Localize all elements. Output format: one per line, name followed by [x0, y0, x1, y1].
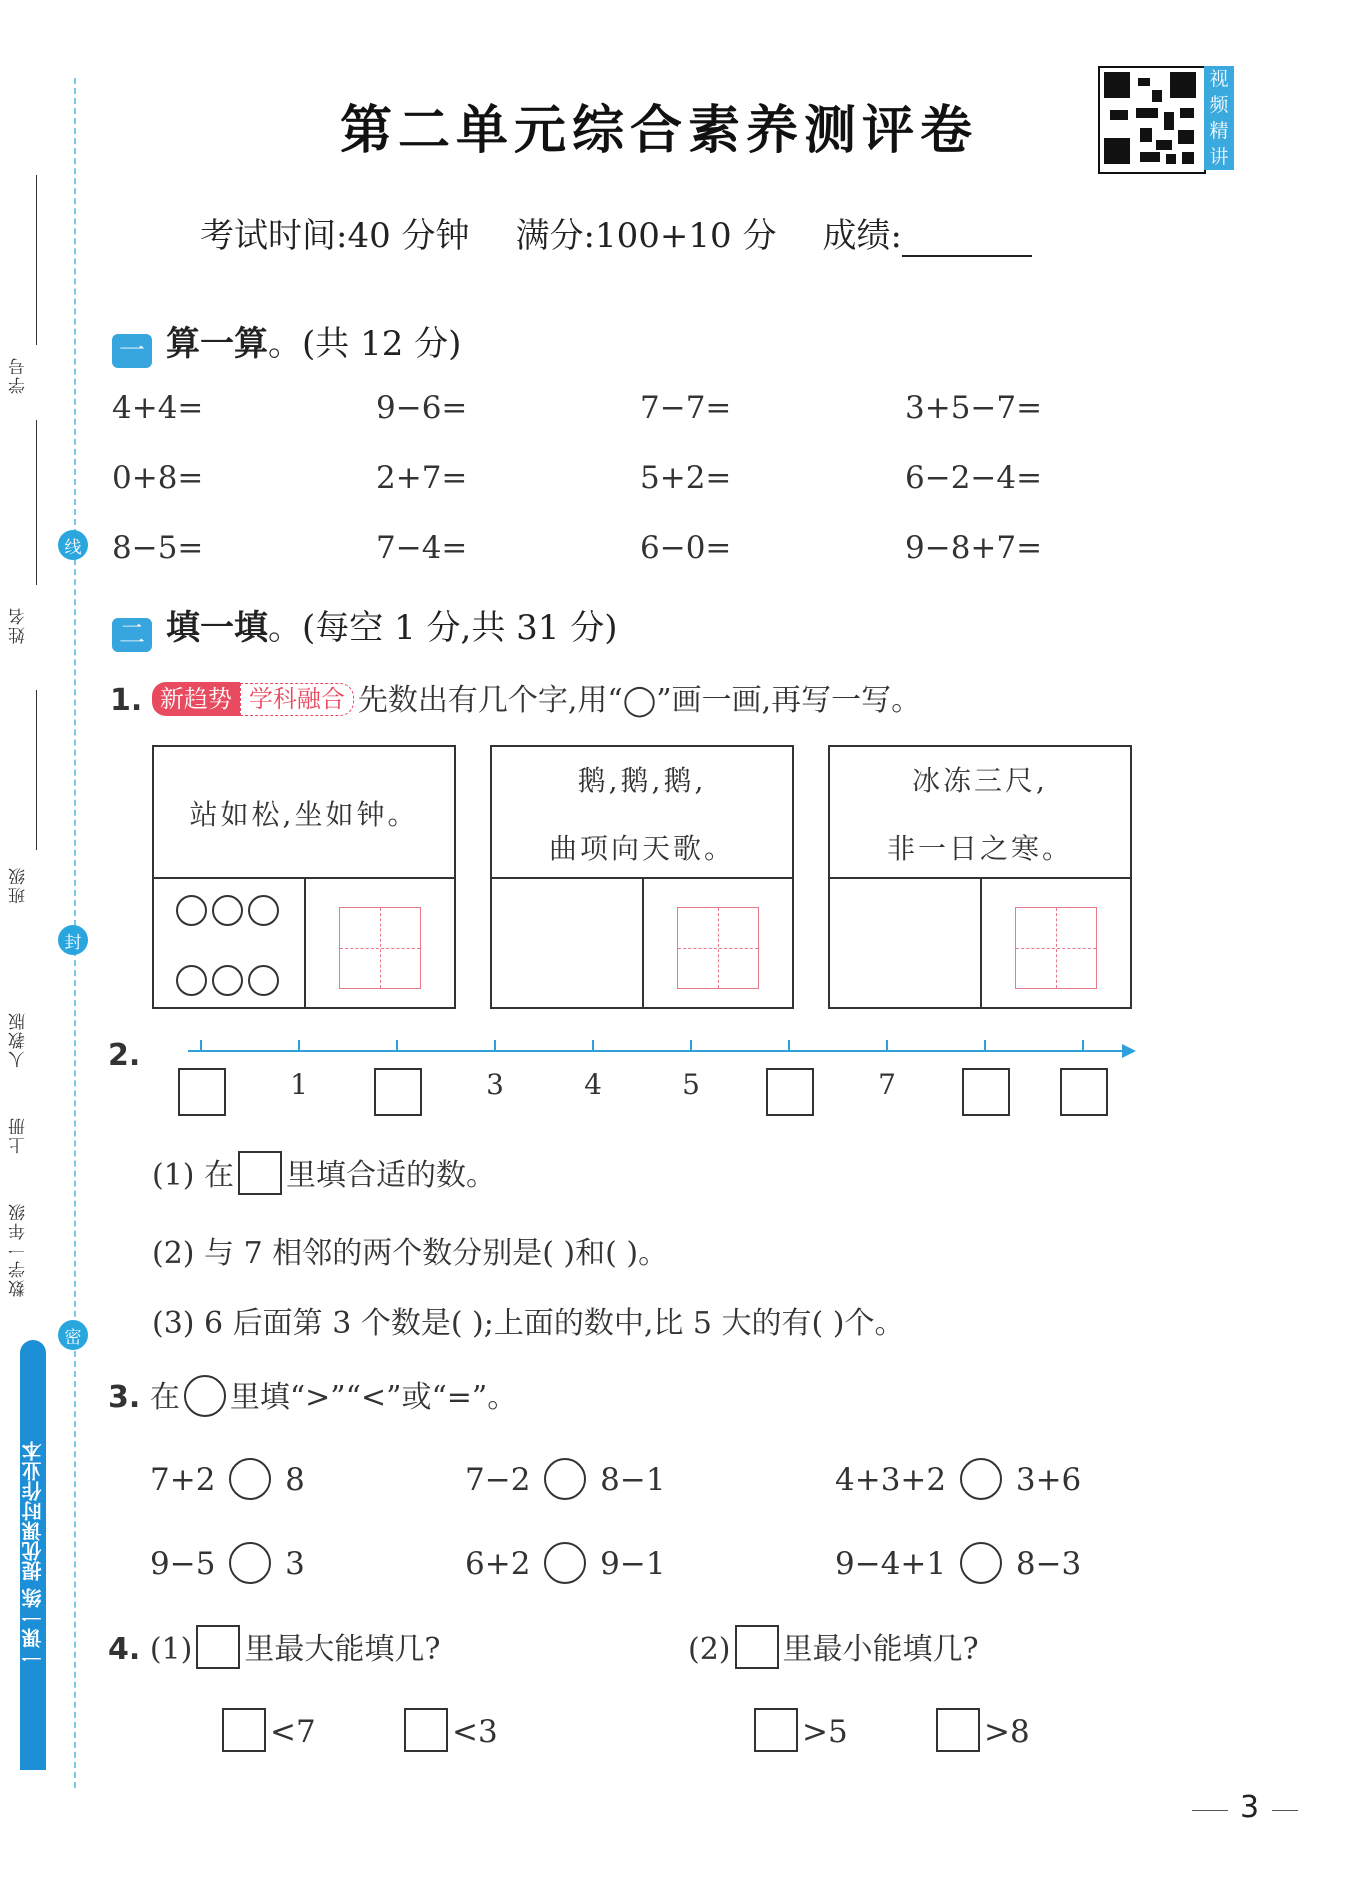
calc-item[interactable]: 5+2=: [640, 460, 732, 496]
page-title: 第二单元综合素养测评卷: [340, 100, 979, 161]
number-line-label: 7: [878, 1068, 896, 1101]
brand-strip: 一课一练 提优课时作业本: [20, 1340, 46, 1770]
calc-item[interactable]: 3+5−7=: [905, 390, 1043, 426]
answer-box[interactable]: [404, 1708, 448, 1752]
qr-code-icon[interactable]: [1098, 66, 1206, 174]
inequality-item: >8: [932, 1708, 1030, 1752]
calc-item[interactable]: 7−7=: [640, 390, 732, 426]
label-name: 姓名: [9, 606, 29, 644]
number-line-answer-box[interactable]: [178, 1068, 226, 1116]
label-student-id: 学号: [9, 356, 29, 394]
calc-item[interactable]: 9−6=: [376, 390, 468, 426]
calc-item[interactable]: 0+8=: [112, 460, 204, 496]
inequality-item: <7: [218, 1708, 316, 1752]
number-line-label: 3: [486, 1068, 504, 1101]
calc-item[interactable]: 4+4=: [112, 390, 204, 426]
label-subject-grade: 数学一年级: [9, 1202, 29, 1298]
poem-card: [490, 745, 794, 1009]
poem-card: [828, 745, 1132, 1009]
number-line-label: 1: [290, 1068, 308, 1101]
label-volume: 上册: [9, 1116, 29, 1154]
calc-item[interactable]: 9−8+7=: [905, 530, 1043, 566]
calc-item[interactable]: 2+7=: [376, 460, 468, 496]
section-1-points: 。(共 12 分): [268, 324, 462, 364]
label-edition: 人教版: [9, 1011, 29, 1069]
question-1: [110, 675, 921, 719]
compare-item: 7+2 8: [150, 1458, 305, 1500]
section-2-name: 填一填: [166, 608, 268, 648]
label-class: 班级: [9, 866, 29, 904]
section-1-name: 算一算: [166, 324, 268, 364]
answer-circle: [248, 895, 279, 926]
answer-box[interactable]: [936, 1708, 980, 1752]
section-2-points: 。(每空 1 分,共 31 分): [268, 608, 618, 648]
compare-circle[interactable]: [229, 1542, 271, 1584]
writing-grid-box[interactable]: [677, 907, 759, 989]
arrow-right-icon: [1122, 1044, 1136, 1058]
answer-circle: [176, 895, 207, 926]
question-3: 3. 在 里填“>”“<”或“=”。: [108, 1372, 517, 1417]
question-2-sub-1: (1) 在 里填合适的数。: [152, 1150, 496, 1195]
compare-circle[interactable]: [960, 1542, 1002, 1584]
inline-circle-icon: [184, 1375, 226, 1417]
seal-line: 线: [58, 530, 88, 560]
compare-circle[interactable]: [544, 1542, 586, 1584]
poem-card: [152, 745, 456, 1009]
question-2-sub-3[interactable]: (3) 6 后面第 3 个数是( );上面的数中,比 5 大的有( )个。: [152, 1306, 905, 1341]
question-2-number: 2.: [108, 1038, 141, 1073]
section-2-badge: 二: [112, 618, 152, 652]
verse-line: 曲项向天歌。: [548, 832, 735, 865]
verse-line: 非一日之寒。: [886, 832, 1073, 865]
question-4-number: 4.: [108, 1632, 141, 1667]
binding-rule: [36, 690, 37, 850]
section-2-heading: [112, 600, 617, 652]
inequality-item: >5: [750, 1708, 848, 1752]
seal-secret: 密: [58, 1320, 88, 1350]
writing-grid-box[interactable]: [339, 907, 421, 989]
section-1-heading: [112, 316, 461, 368]
exam-time: 考试时间:40 分钟: [200, 216, 470, 256]
calc-item[interactable]: 8−5=: [112, 530, 204, 566]
number-line-label: 5: [682, 1068, 700, 1101]
section-1-badge: 一: [112, 334, 152, 368]
full-score: 满分:100+10 分: [515, 216, 777, 256]
verse-line: 鹅,鹅,鹅,: [577, 764, 707, 797]
verse-line: 站如松,坐如钟。: [189, 798, 419, 831]
question-4-part-1: 4. (1) 里最大能填几?: [108, 1624, 440, 1669]
calc-item[interactable]: 7−4=: [376, 530, 468, 566]
number-line-answer-box[interactable]: [374, 1068, 422, 1116]
number-line: [188, 1050, 1128, 1052]
writing-grid-box[interactable]: [1015, 907, 1097, 989]
question-3-number: 3.: [108, 1380, 141, 1415]
number-line-answer-box[interactable]: [962, 1068, 1010, 1116]
compare-item: 9−4+1 8−3: [835, 1542, 1081, 1584]
qr-video-tag: 视频精讲: [1204, 66, 1234, 170]
compare-item: 4+3+2 3+6: [835, 1458, 1081, 1500]
calc-item[interactable]: 6−2−4=: [905, 460, 1043, 496]
compare-item: 7−2 8−1: [465, 1458, 666, 1500]
number-line-answer-box[interactable]: [766, 1068, 814, 1116]
calc-item[interactable]: 6−0=: [640, 530, 732, 566]
compare-item: 9−5 3: [150, 1542, 305, 1584]
compare-circle[interactable]: [960, 1458, 1002, 1500]
binding-rule: [36, 175, 37, 345]
answer-circle: [212, 965, 243, 996]
number-line-answer-box[interactable]: [1060, 1068, 1108, 1116]
answer-circle: [176, 965, 207, 996]
score-label: 成绩:: [822, 216, 902, 256]
inequality-item: <3: [400, 1708, 498, 1752]
answer-circle: [248, 965, 279, 996]
answer-circle: [212, 895, 243, 926]
number-line-label: 4: [584, 1068, 602, 1101]
question-1-number: 1.: [110, 683, 143, 718]
tag-interdisciplinary: 学科融合: [240, 683, 354, 716]
tag-new-trend: 新趋势: [152, 682, 240, 716]
score-blank[interactable]: [902, 227, 1032, 257]
question-4-part-2: (2) 里最小能填几?: [688, 1624, 979, 1669]
answer-box[interactable]: [222, 1708, 266, 1752]
compare-item: 6+2 9−1: [465, 1542, 666, 1584]
compare-circle[interactable]: [544, 1458, 586, 1500]
inline-box-icon: [238, 1151, 282, 1195]
question-2-sub-2[interactable]: (2) 与 7 相邻的两个数分别是( )和( )。: [152, 1236, 669, 1271]
binding-rule: [36, 420, 37, 585]
question-1-text: 先数出有几个字,用“◯”画一画,再写一写。: [357, 683, 922, 718]
seal-seal: 封: [58, 925, 88, 955]
inline-box-icon: [735, 1625, 779, 1669]
verse-line: 冰冻三尺,: [912, 764, 1048, 797]
exam-info: [200, 208, 1078, 257]
page-number: 3: [1240, 1790, 1260, 1825]
answer-box[interactable]: [754, 1708, 798, 1752]
compare-circle[interactable]: [229, 1458, 271, 1500]
inline-box-icon: [196, 1625, 240, 1669]
